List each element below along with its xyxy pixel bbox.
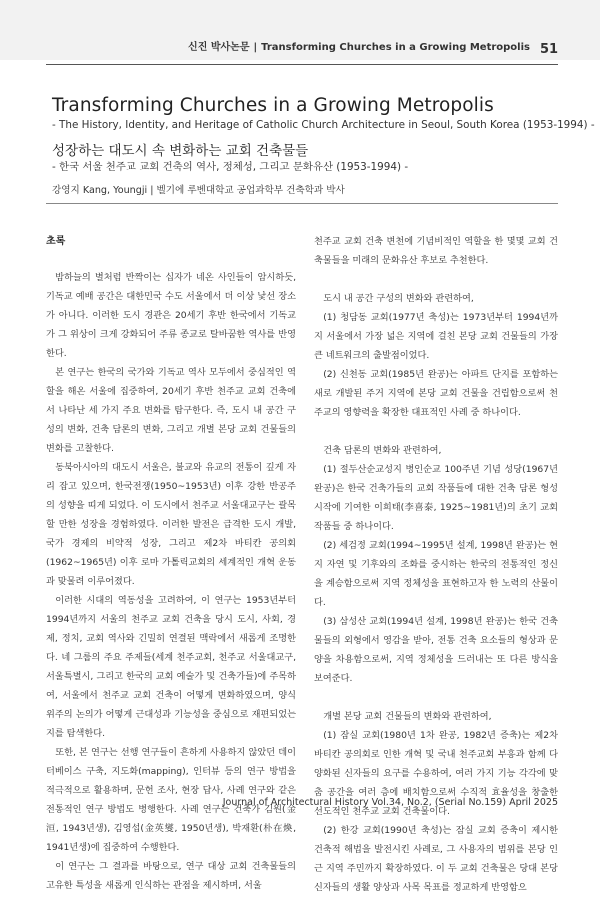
- abstract-paragraph: 또한, 본 연구는 선행 연구들이 흔하게 사용하지 않았던 데이터베이스 구축, 지도화(mapping), 인터뷰 등의 연구 방법을 적극적으로 활용하며, 문헌 조사, 현장 답사, 사례 연구와 같은 전통적인 연구 방법도 병행한다. 사례 연구는 건축가 김원(金洹, 1943년생), 김영섭(金英燮, 1950년생), 박재환(朴在煥, 1941년생)에 집중하여 수행한다.: [46, 747, 296, 853]
- title-korean: 성장하는 대도시 속 변화하는 교회 건축물들: [52, 143, 309, 159]
- section-label: 신진 박사논문: [188, 42, 250, 53]
- header-separator: |: [253, 42, 258, 53]
- abstract-paragraph: 건축 담론의 변화와 관련하여,: [323, 445, 442, 456]
- journal-footer: Journal of Architectural History Vol.34, No.2, (Serial No.159) April 2025: [222, 797, 558, 808]
- abstract-paragraph: 이러한 시대의 역동성을 고려하여, 이 연구는 1953년부터 1994년까지 서울의 천주교 교회 건축을 당시 도시, 사회, 경제, 정치, 교회 역사와 긴밀히 연결된 맥락에서 새롭게 조명한다. 네 그룹의 주요 주제들(세계 천주교회, 천주교 서울대교구, 서울특별시, 그리고 한국의 교회 예술가 및 건축가들)에 주목하여, 서울에서 천주교 교회 건축이 어떻게 변화하였으며, 양식 위주의 논의가 어떻게 근대성과 기능성을 중심으로 재편되었는지를 탐색한다.: [46, 595, 296, 739]
- abstract-left-column: [46, 232, 296, 895]
- page-number: 51: [540, 42, 559, 57]
- abstract-paragraph: (1) 절두산순교성지 병인순교 100주년 기념 성당(1967년 완공)은 한국 건축가들의 교회 작품들에 대한 건축 담론 형성 시작에 기여한 이희태(李喜泰, 1925~1981년)의 초기 교회 작품들 중 하나이다.: [314, 464, 558, 532]
- abstract-paragraph: (1) 청담동 교회(1977년 축성)는 1973년부터 1994년까지 서울에서 가장 넓은 지역에 걸친 본당 교회 건물들의 가장 큰 네트워크의 출발점이었다.: [314, 312, 558, 361]
- abstract-paragraph: 도시 내 공간 구성의 변화와 관련하여,: [323, 293, 474, 304]
- abstract-paragraph: 본 연구는 한국의 국가와 기독교 역사 모두에서 중심적인 역할을 해온 서울에 집중하여, 20세기 후반 천주교 교회 건축에서 나타난 세 가지 주요 변화를 탐구한다. 즉, 도시 내 공간 구성의 변화, 건축 담론의 변화, 그리고 개별 본당 교회 건물들의 변화를 고찰한다.: [46, 367, 296, 454]
- abstract-paragraph: 이 연구는 그 결과를 바탕으로, 연구 대상 교회 건축물들의 고유한 특성을 새롭게 인식하는 관점을 제시하며, 서울: [46, 861, 296, 891]
- subtitle-english: - The History, Identity, and Heritage of Catholic Church Architecture in Seoul, South Korea (1953-1994) -: [52, 119, 595, 131]
- abstract-paragraph: (2) 세검정 교회(1994~1995년 설계, 1998년 완공)는 현지 자연 및 기후와의 조화를 중시하는 한국의 전통적인 정신을 계승함으로써 지역 정체성을 표현하고자 한 노력의 산물이다.: [314, 540, 558, 608]
- abstract-paragraph: 동북아시아의 대도시 서울은, 불교와 유교의 전통이 깊게 자리 잡고 있으며, 한국전쟁(1950~1953년) 이후 강한 반공주의 성향을 띠게 되었다. 이 도시에서 천주교 서울대교구는 괄목할 만한 성장을 경험하였다. 이러한 발전은 급격한 도시 개발, 국가 경제의 비약적 성장, 그리고 제2차 바티칸 공의회(1962~1965년) 이후 로마 가톨릭교회의 세계적인 개혁 운동과 맞물려 이루어졌다.: [46, 462, 296, 587]
- abstract-paragraph: 개별 본당 교회 건물들의 변화와 관련하여,: [323, 711, 492, 722]
- abstract-paragraph: (1) 잠실 교회(1980년 1차 완공, 1982년 증축)는 제2차 바티칸 공의회로 인한 개혁 및 국내 천주교회 부흥과 함께 다양화된 신자들의 요구를 수용하여, 여러 가지 기능 각각에 맞춤 공간을 여러 층에 배치함으로써 수직적 효율성을 창출한 선도적인 천주교 교회 건축물이다.: [314, 730, 558, 817]
- running-header: [188, 38, 530, 53]
- abstract-paragraph: 천주교 교회 건축 변천에 기념비적인 역할을 한 몇몇 교회 건축물들을 미래의 문화유산 후보로 추천한다.: [314, 236, 558, 266]
- title-english: Transforming Churches in a Growing Metropolis: [52, 95, 494, 116]
- abstract-paragraph: 밤하늘의 별처럼 반짝이는 십자가 네온 사인들이 암시하듯, 기독교 예배 공간은 대한민국 수도 서울에서 더 이상 낯선 장소가 아니다. 이러한 도시 경관은 20세기 후반 한국에서 기독교가 그 위상이 크게 강화되어 주류 종교로 탈바꿈한 역사를 반영한다.: [46, 272, 296, 359]
- subtitle-korean: - 한국 서울 천주교 교회 건축의 역사, 정체성, 그리고 문화유산 (1953-1994) -: [52, 161, 409, 173]
- header-divider: [46, 64, 558, 65]
- abstract-paragraph: (2) 신천동 교회(1985년 완공)는 아파트 단지를 포함하는 새로 개발된 주거 지역에 본당 교회 건물을 건립함으로써 천주교의 영향력을 확장한 대표적인 사례 중 하나이다.: [314, 369, 558, 418]
- title-divider: [46, 203, 558, 204]
- abstract-paragraph: (2) 한강 교회(1990년 축성)는 잠실 교회 증축이 제시한 건축적 해법을 발전시킨 사례로, 그 사용자의 범위를 본당 인근 지역 주민까지 확장하였다. 이 두 교회 건축물은 당대 본당 신자들의 생활 양상과 사목 목표를 정교하게 반영함으: [314, 825, 558, 893]
- abstract-heading: 초록: [46, 236, 66, 247]
- abstract-paragraph: (3) 삼성산 교회(1994년 설계, 1998년 완공)는 한국 건축물들의 외형에서 영감을 받아, 전통 건축 요소들의 형상과 문양을 차용함으로써, 지역 정체성을 드러내는 또 다른 방식을 보여준다.: [314, 616, 558, 684]
- author-line: 강영지 Kang, Youngji | 벨기에 루벤대학교 공업과학부 건축학과 박사: [52, 185, 345, 196]
- running-title: Transforming Churches in a Growing Metropolis: [261, 42, 530, 53]
